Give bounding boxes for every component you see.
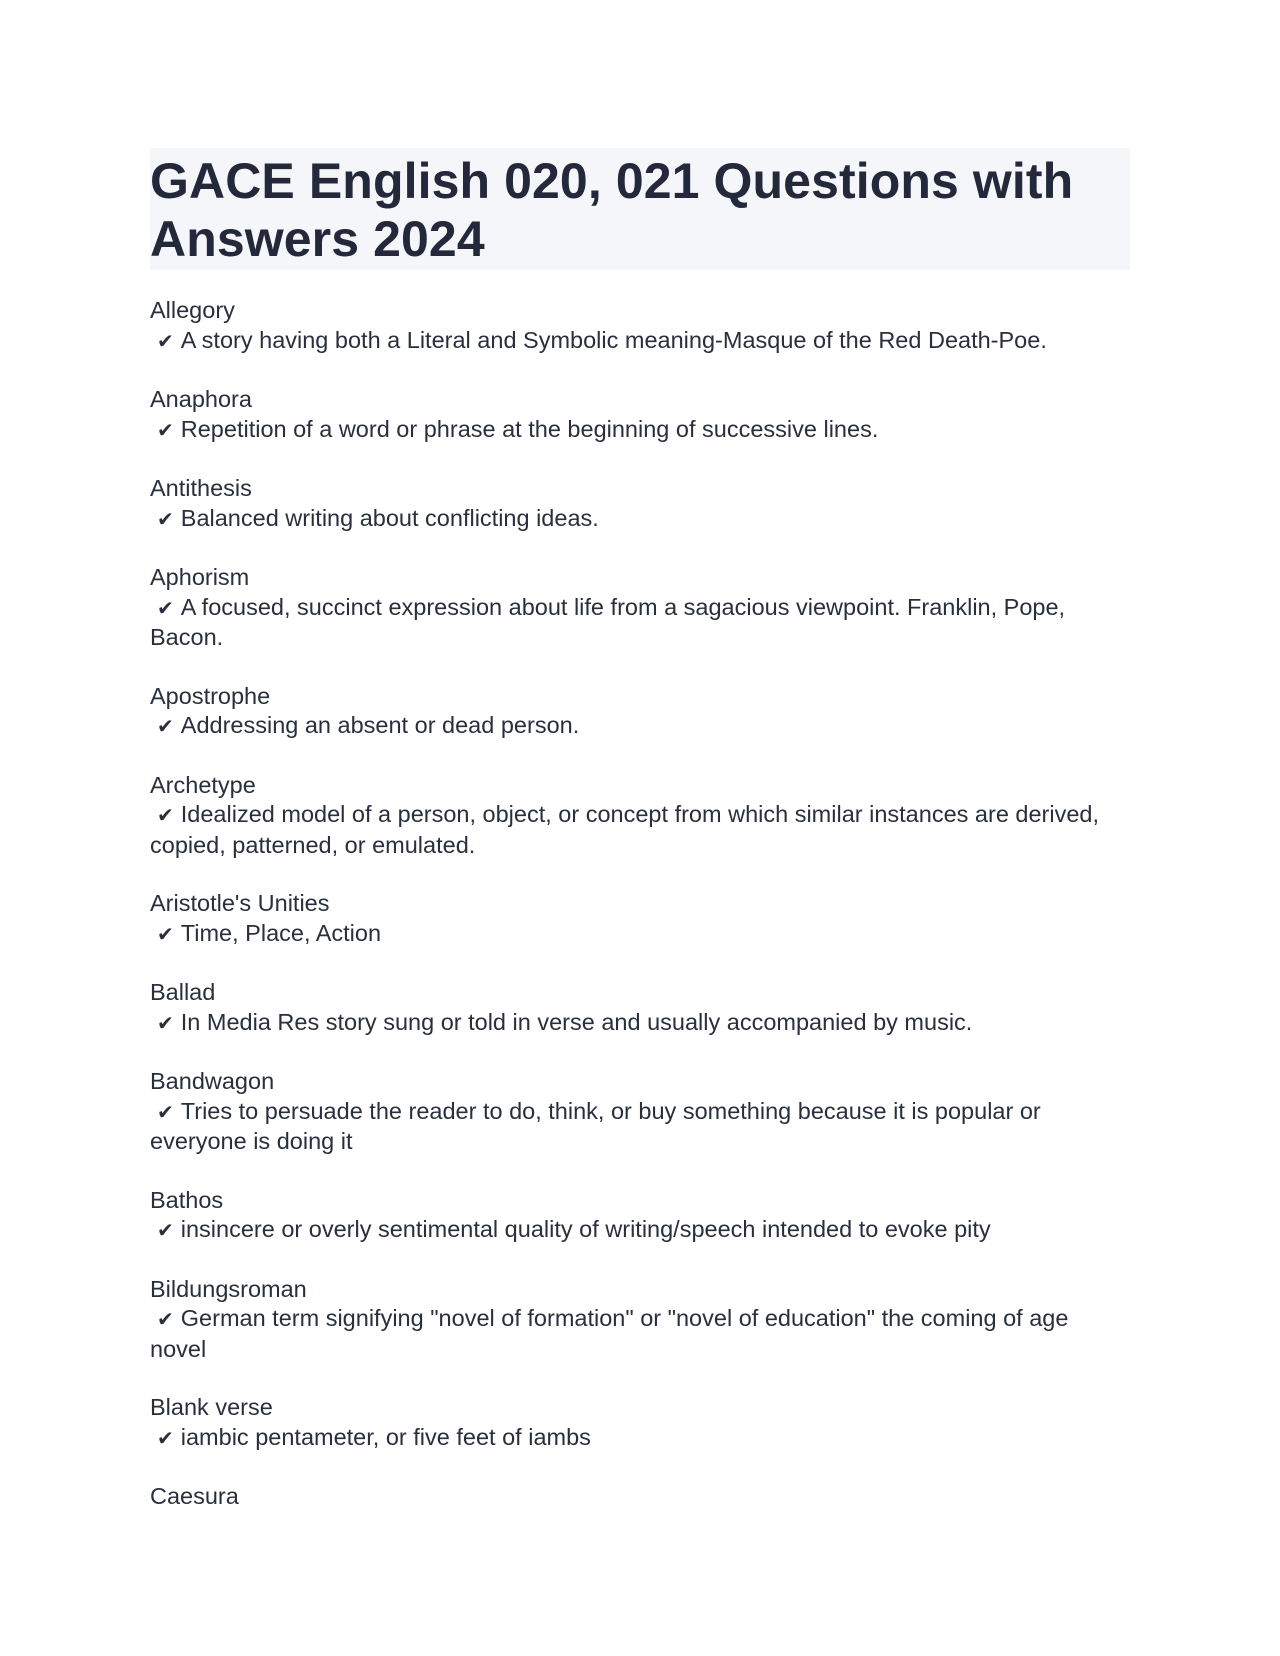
term-answer (150, 919, 1130, 950)
term-answer (150, 1008, 1130, 1039)
term-name: Blank verse (150, 1394, 273, 1420)
checkmark-icon: ✔ (157, 417, 174, 442)
term-name: Archetype (150, 771, 256, 798)
term-entry (150, 563, 1130, 653)
term-entry (150, 1067, 1130, 1157)
term-definition: Repetition of a word or phrase at the beginning of successive lines. (180, 415, 879, 442)
checkmark-icon: ✔ (157, 595, 174, 620)
term-definition: Time, Place, Action (180, 919, 382, 946)
term-definition: German term signifying "novel of formation" or "novel of education" the coming of age novel (150, 1305, 1069, 1362)
terms-list (150, 296, 1130, 1512)
checkmark-icon: ✔ (157, 506, 174, 531)
term-entry (150, 1482, 1130, 1512)
term-entry (150, 1186, 1130, 1246)
term-entry (150, 682, 1130, 742)
term-name: Ballad (150, 979, 216, 1005)
term-answer (150, 800, 1130, 860)
term-definition: Addressing an absent or dead person. (180, 712, 580, 738)
term-answer (150, 711, 1130, 742)
checkmark-icon: ✔ (157, 1010, 174, 1035)
term-name: Apostrophe (150, 682, 271, 709)
term-name: Bildungsroman (150, 1275, 307, 1302)
term-definition: A focused, succinct expression about life from a sagacious viewpoint. Franklin, Pope, Bacon. (150, 593, 1066, 650)
term-answer (150, 1215, 1130, 1246)
term-definition: Balanced writing about conflicting ideas. (180, 504, 599, 531)
checkmark-icon: ✔ (157, 803, 174, 827)
term-name: Anaphora (150, 386, 252, 412)
term-name: Bandwagon (150, 1068, 275, 1094)
checkmark-icon: ✔ (157, 1099, 174, 1124)
term-entry (150, 385, 1130, 445)
term-answer (150, 1423, 1130, 1454)
term-answer (150, 415, 1130, 446)
term-definition: insincere or overly sentimental quality of writing/speech intended to evoke pity (180, 1216, 991, 1242)
term-entry (150, 978, 1130, 1038)
term-answer (150, 1097, 1130, 1157)
term-name: Aphorism (150, 564, 250, 590)
term-definition: Idealized model of a person, object, or concept from which similar instances are derived, copied, patterned, or emulated. (150, 801, 1100, 858)
term-definition: In Media Res story sung or told in verse and usually accompanied by music. (180, 1008, 973, 1035)
document-title: GACE English 020, 021 Questions with Answers 2024 (150, 153, 1074, 267)
term-entry (150, 889, 1130, 949)
checkmark-icon: ✔ (157, 328, 174, 353)
term-name: Bathos (150, 1186, 224, 1213)
term-entry (150, 296, 1130, 356)
term-entry (150, 771, 1130, 861)
term-definition: A story having both a Literal and Symbolic meaning-Masque of the Red Death-Poe. (180, 326, 1047, 353)
checkmark-icon: ✔ (157, 1307, 174, 1331)
term-entry (150, 474, 1130, 534)
term-name: Allegory (150, 297, 235, 323)
checkmark-icon: ✔ (157, 921, 174, 946)
term-answer (150, 1304, 1130, 1364)
term-entry (150, 1275, 1130, 1365)
term-name: Aristotle's Unities (150, 890, 330, 916)
term-entry (150, 1393, 1130, 1453)
checkmark-icon: ✔ (157, 714, 174, 738)
term-answer (150, 593, 1130, 653)
checkmark-icon: ✔ (157, 1218, 174, 1242)
checkmark-icon: ✔ (157, 1425, 174, 1450)
document-page (150, 148, 1130, 1541)
term-definition: iambic pentameter, or five feet of iambs (180, 1423, 591, 1450)
term-answer (150, 504, 1130, 535)
term-name: Caesura (150, 1483, 239, 1509)
term-answer (150, 326, 1130, 357)
title-block (150, 148, 1130, 270)
term-definition: Tries to persuade the reader to do, think, or buy something because it is popular or everyone is doing it (150, 1097, 1041, 1154)
term-name: Antithesis (150, 475, 252, 501)
